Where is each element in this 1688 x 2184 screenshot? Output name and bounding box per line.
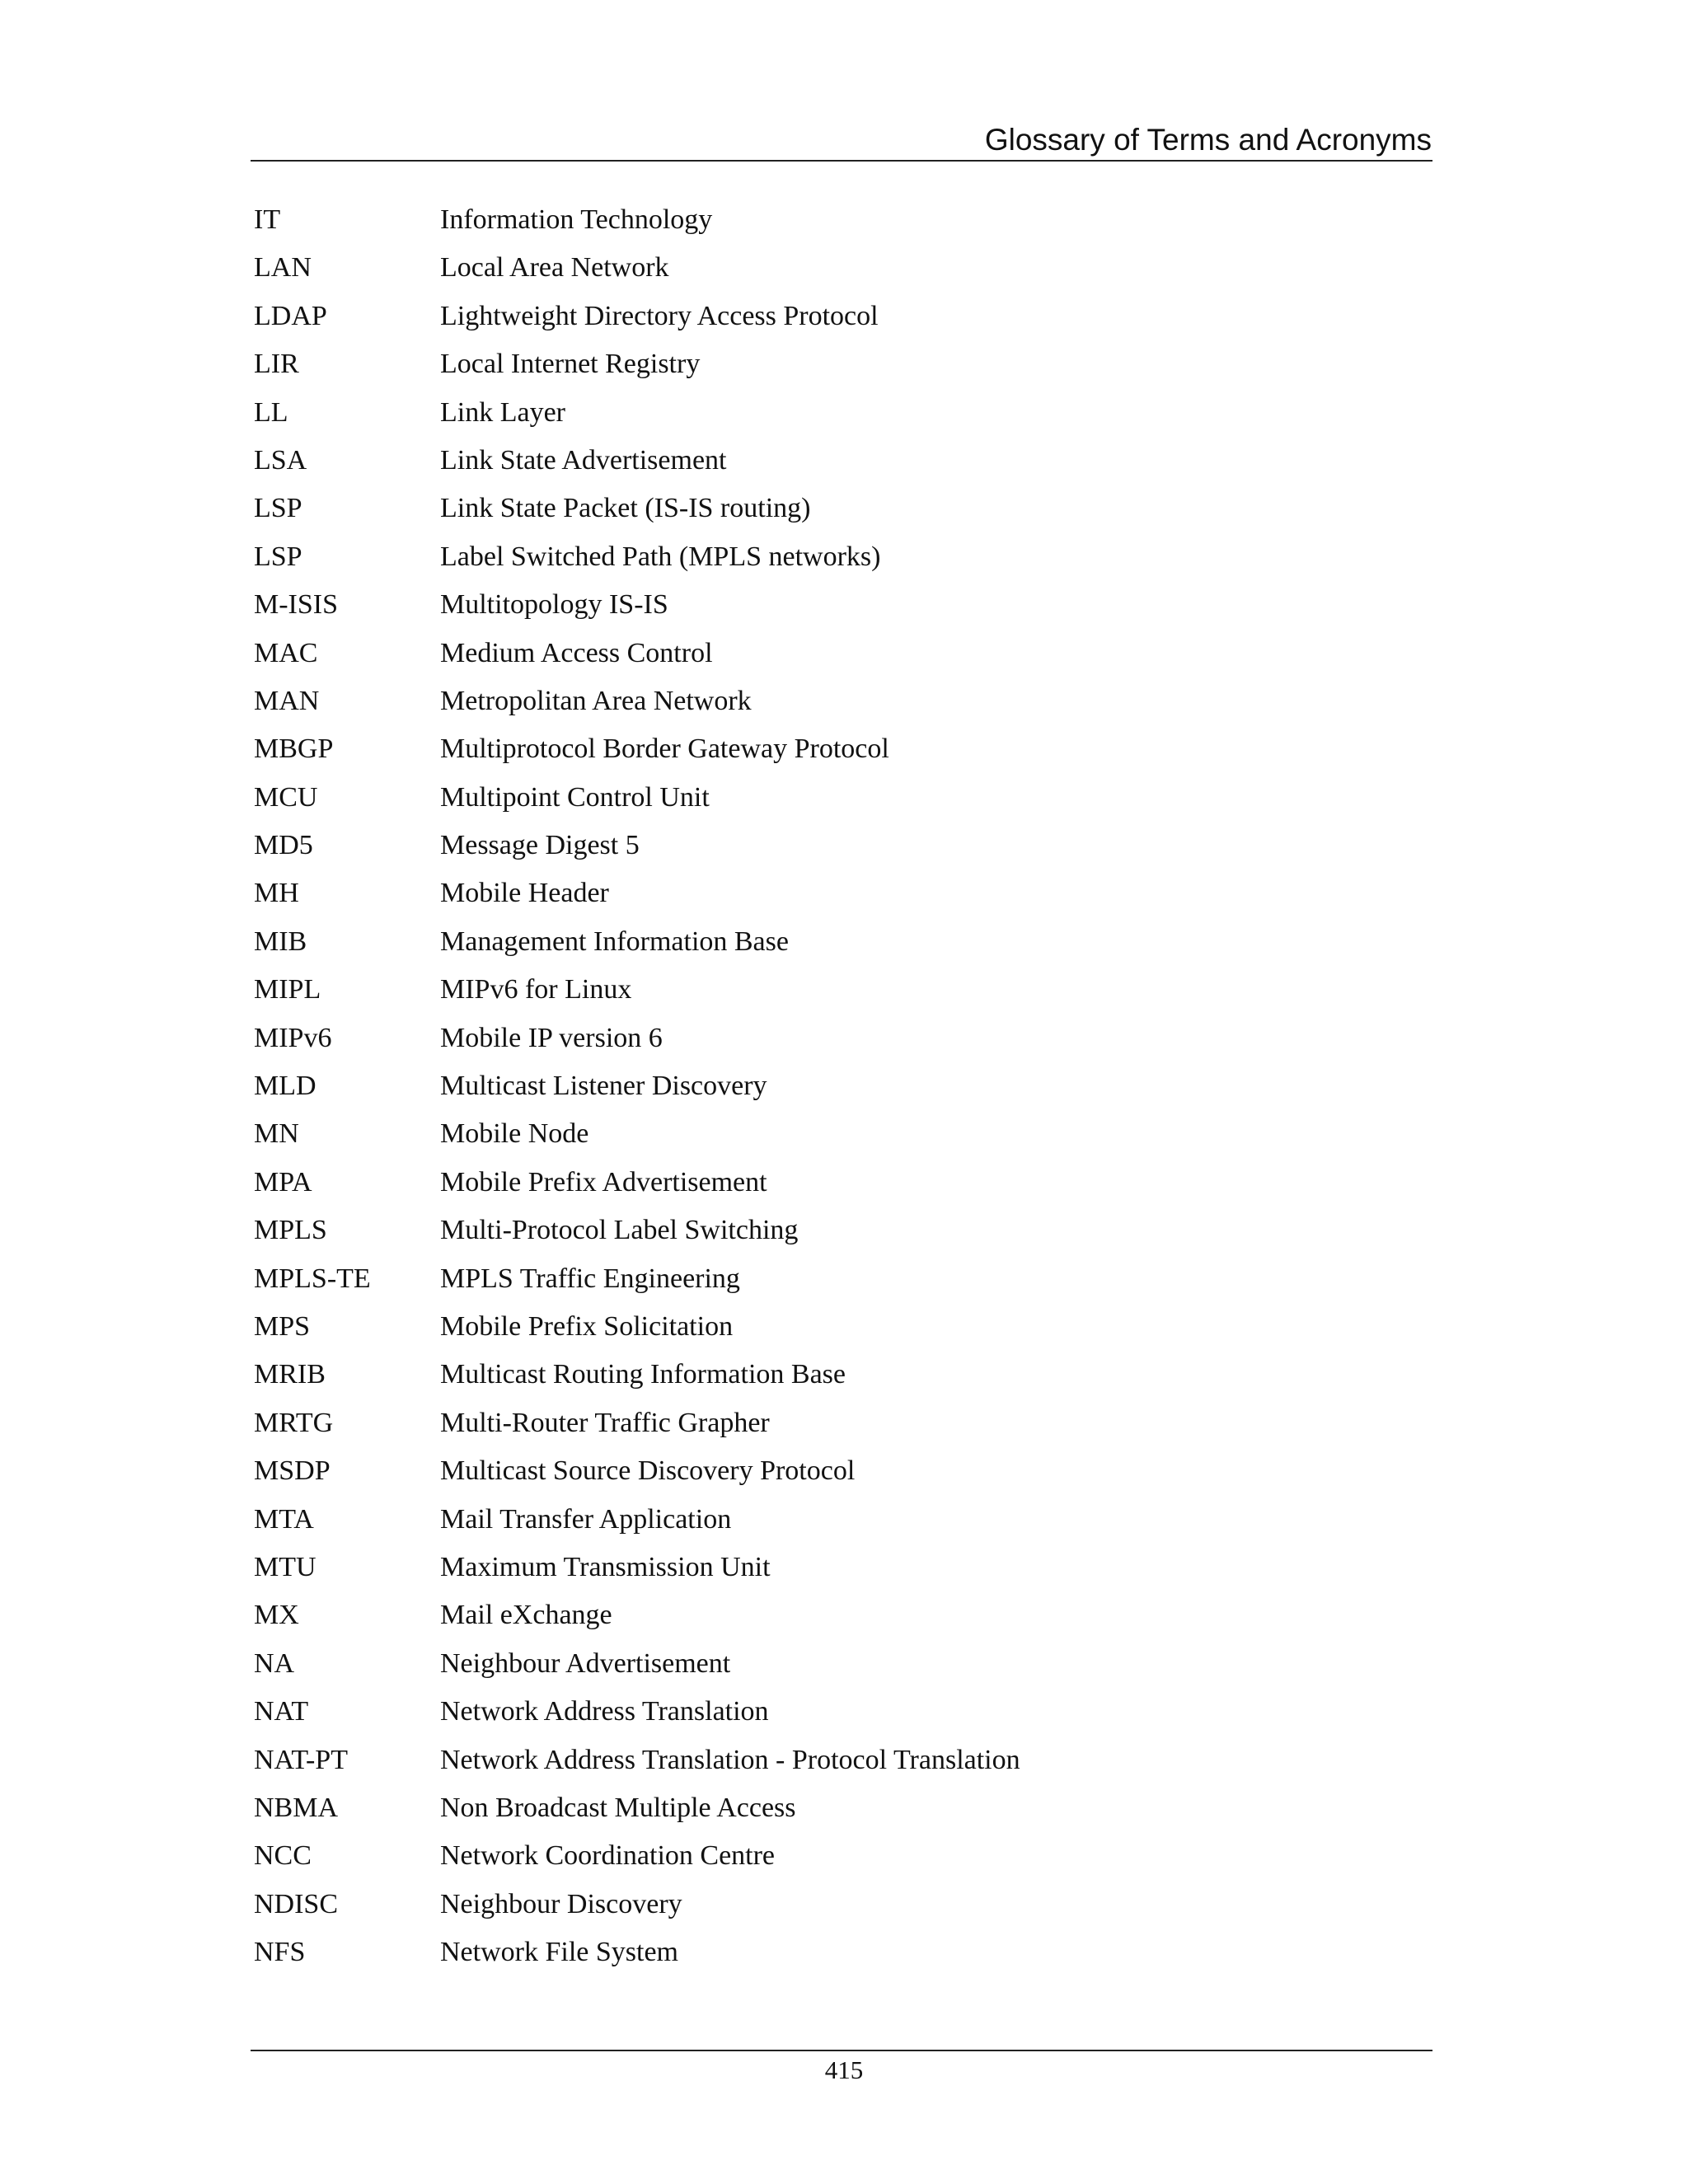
glossary-definition: Non Broadcast Multiple Access: [440, 1792, 796, 1823]
glossary-term: MTU: [254, 1551, 316, 1582]
glossary-definition: Local Area Network: [440, 252, 669, 284]
running-header-title: Glossary of Terms and Acronyms: [984, 123, 1432, 157]
glossary-term: M-ISIS: [254, 589, 339, 621]
glossary-term: LIR: [254, 349, 299, 380]
glossary-entry: [254, 822, 1408, 869]
glossary-term: NAT-PT: [254, 1744, 348, 1775]
glossary-term: NAT: [254, 1696, 309, 1727]
glossary-entry: [254, 966, 1408, 1014]
glossary-term: LSA: [254, 444, 307, 476]
glossary-list: [254, 196, 1408, 1976]
glossary-definition: Network File System: [440, 1937, 678, 1968]
glossary-term: MPLS-TE: [254, 1263, 371, 1294]
glossary-definition: Label Switched Path (MPLS networks): [440, 541, 881, 572]
glossary-term: MTA: [254, 1503, 314, 1535]
glossary-entry: [254, 1544, 1408, 1591]
glossary-definition: Information Technology: [440, 204, 713, 235]
glossary-definition: MIPv6 for Linux: [440, 974, 632, 1005]
glossary-term: IT: [254, 204, 281, 235]
glossary-term: NBMA: [254, 1792, 339, 1823]
glossary-term: LSP: [254, 541, 302, 572]
glossary-term: MPLS: [254, 1215, 327, 1246]
glossary-definition: Link State Advertisement: [440, 444, 727, 476]
glossary-definition: Mobile Prefix Solicitation: [440, 1310, 734, 1342]
glossary-entry: [254, 389, 1408, 437]
glossary-term: MBGP: [254, 733, 334, 765]
glossary-definition: Multicast Source Discovery Protocol: [440, 1455, 856, 1487]
glossary-entry: [254, 1832, 1408, 1880]
glossary-entry: [254, 1399, 1408, 1447]
glossary-definition: Mail Transfer Application: [440, 1503, 732, 1535]
glossary-entry: [254, 1255, 1408, 1303]
glossary-definition: Management Information Base: [440, 926, 789, 957]
page-number: 415: [824, 2055, 864, 2084]
glossary-entry: [254, 869, 1408, 917]
glossary-entry: [254, 1015, 1408, 1062]
glossary-term: MPS: [254, 1310, 311, 1342]
glossary-definition: Mobile Header: [440, 878, 609, 909]
glossary-term: MAC: [254, 637, 318, 668]
glossary-entry: [254, 1591, 1408, 1639]
glossary-entry: [254, 437, 1408, 485]
glossary-entry: [254, 1496, 1408, 1544]
glossary-entry: [254, 1159, 1408, 1207]
glossary-entry: [254, 244, 1408, 292]
glossary-definition: Neighbour Advertisement: [440, 1647, 731, 1679]
glossary-term: NDISC: [254, 1888, 339, 1919]
glossary-definition: Message Digest 5: [440, 830, 640, 861]
glossary-entry: [254, 725, 1408, 773]
glossary-entry: [254, 1929, 1408, 1976]
glossary-definition: Multicast Routing Information Base: [440, 1359, 846, 1390]
glossary-term: MRTG: [254, 1407, 334, 1438]
glossary-entry: [254, 196, 1408, 244]
footer-rule: [251, 2050, 1432, 2051]
glossary-entry: [254, 1640, 1408, 1688]
glossary-term: NFS: [254, 1937, 306, 1968]
glossary-definition: Multi-Router Traffic Grapher: [440, 1407, 770, 1438]
glossary-entry: [254, 1207, 1408, 1254]
glossary-entry: [254, 340, 1408, 388]
glossary-definition: Metropolitan Area Network: [440, 685, 752, 716]
glossary-definition: Neighbour Discovery: [440, 1888, 682, 1919]
glossary-definition: Link State Packet (IS-IS routing): [440, 493, 811, 524]
glossary-definition: Lightweight Directory Access Protocol: [440, 300, 879, 331]
glossary-term: MIB: [254, 926, 307, 957]
glossary-term: NCC: [254, 1840, 312, 1872]
glossary-entry: [254, 918, 1408, 966]
glossary-entry: [254, 1688, 1408, 1736]
glossary-entry: [254, 581, 1408, 629]
glossary-entry: [254, 1736, 1408, 1784]
glossary-definition: Network Address Translation - Protocol Translation: [440, 1744, 1020, 1775]
glossary-entry: [254, 774, 1408, 822]
glossary-entry: [254, 485, 1408, 532]
glossary-term: LDAP: [254, 300, 327, 331]
glossary-definition: Mobile Prefix Advertisement: [440, 1166, 767, 1197]
glossary-definition: Link Layer: [440, 396, 565, 428]
glossary-term: MN: [254, 1118, 299, 1150]
glossary-definition: Multitopology IS-IS: [440, 589, 668, 621]
glossary-term: LL: [254, 396, 288, 428]
glossary-entry: [254, 1110, 1408, 1158]
glossary-entry: [254, 1447, 1408, 1495]
glossary-term: LAN: [254, 252, 312, 284]
glossary-entry: [254, 533, 1408, 581]
glossary-definition: Mail eXchange: [440, 1600, 612, 1631]
glossary-term: MIPL: [254, 974, 321, 1005]
glossary-term: LSP: [254, 493, 302, 524]
glossary-definition: Network Coordination Centre: [440, 1840, 776, 1872]
glossary-entry: [254, 293, 1408, 340]
glossary-definition: MPLS Traffic Engineering: [440, 1263, 740, 1294]
glossary-entry: [254, 1303, 1408, 1351]
glossary-entry: [254, 1351, 1408, 1399]
glossary-definition: Maximum Transmission Unit: [440, 1551, 771, 1582]
glossary-term: MRIB: [254, 1359, 326, 1390]
glossary-term: MSDP: [254, 1455, 331, 1487]
glossary-term: MH: [254, 878, 299, 909]
glossary-definition: Mobile IP version 6: [440, 1022, 663, 1053]
glossary-entry: [254, 1062, 1408, 1110]
glossary-entry: [254, 1784, 1408, 1832]
glossary-term: NA: [254, 1647, 295, 1679]
glossary-term: MX: [254, 1600, 299, 1631]
header-rule: [251, 160, 1432, 162]
glossary-term: MPA: [254, 1166, 312, 1197]
glossary-term: MIPv6: [254, 1022, 332, 1053]
glossary-definition: Multipoint Control Unit: [440, 781, 710, 813]
glossary-entry: [254, 1881, 1408, 1929]
glossary-definition: Mobile Node: [440, 1118, 589, 1150]
glossary-term: MAN: [254, 685, 320, 716]
glossary-definition: Multicast Listener Discovery: [440, 1071, 767, 1102]
glossary-term: MCU: [254, 781, 318, 813]
glossary-definition: Local Internet Registry: [440, 349, 701, 380]
glossary-term: MLD: [254, 1071, 316, 1102]
glossary-entry: [254, 677, 1408, 725]
glossary-definition: Network Address Translation: [440, 1696, 769, 1727]
glossary-definition: Multiprotocol Border Gateway Protocol: [440, 733, 889, 765]
glossary-definition: Medium Access Control: [440, 637, 713, 668]
glossary-definition: Multi-Protocol Label Switching: [440, 1215, 799, 1246]
glossary-entry: [254, 630, 1408, 677]
glossary-term: MD5: [254, 830, 313, 861]
